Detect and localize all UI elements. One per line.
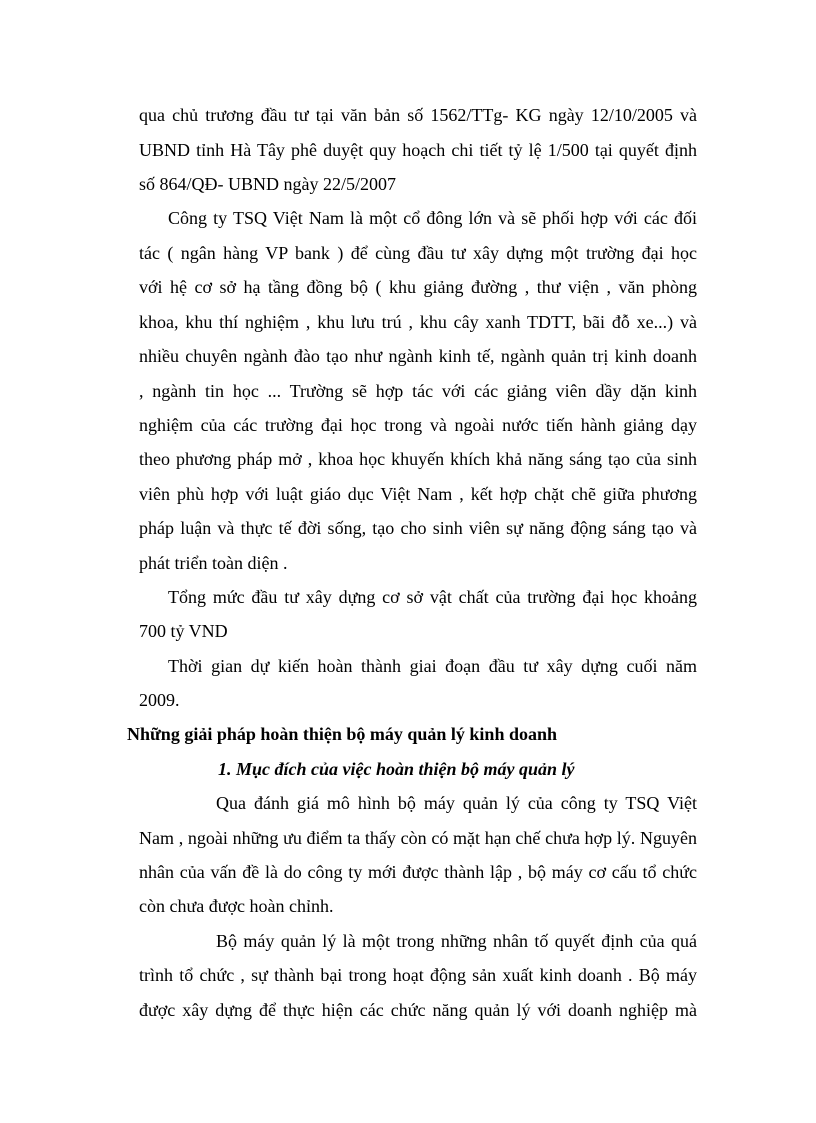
text-line: Tổng mức đầu tư xây dựng cơ sở vật chất của trường đại học khoảng [168, 587, 697, 607]
text-line: số 864/QĐ- UBND ngày 22/5/2007 [139, 174, 396, 194]
text-line: UBND tỉnh Hà Tây phê duyệt quy hoạch chi tiết tỷ lệ 1/500 tại quyết định [139, 140, 697, 160]
text-line: pháp luận và thực tế đời sống, tạo cho sinh viên sự năng động sáng tạo và [139, 518, 697, 538]
text-line: Thời gian dự kiến hoàn thành giai đoạn đầu tư xây dựng cuối năm [168, 656, 697, 676]
text-line: viên phù hợp với luật giáo dục Việt Nam , kết hợp chặt chẽ giữa phương [139, 484, 697, 504]
text-line: theo phương pháp mở , khoa học khuyến khích khả năng sáng tạo của sinh [139, 449, 697, 469]
text-line: Công ty TSQ Việt Nam là một cổ đông lớn và sẽ phối hợp với các đối [168, 208, 697, 228]
text-line: với hệ cơ sở hạ tầng đồng bộ ( khu giảng đường , thư viện , văn phòng [139, 277, 697, 297]
text-line: được xây dựng để thực hiện các chức năng quản lý với doanh nghiệp mà [139, 1000, 697, 1020]
text-line: nhân của vấn đề là do công ty mới được thành lập , bộ máy cơ cấu tổ chức [139, 862, 697, 882]
text-line: qua chủ trương đầu tư tại văn bản số 1562/TTg- KG ngày 12/10/2005 và [139, 105, 697, 125]
text-line: trình tổ chức , sự thành bại trong hoạt động sản xuất kinh doanh . Bộ máy [139, 965, 697, 985]
text-line: khoa, khu thí nghiệm , khu lưu trú , khu cây xanh TDTT, bãi đỗ xe...) và [139, 312, 697, 332]
section-heading: Những giải pháp hoàn thiện bộ máy quản lý kinh doanh [127, 724, 557, 744]
text-line: , ngành tin học ... Trường sẽ hợp tác với các giảng viên dầy dặn kinh [139, 381, 697, 401]
text-line: 700 tỷ VND [139, 621, 228, 641]
text-line: còn chưa được hoàn chỉnh. [139, 896, 334, 916]
text-line: nhiều chuyên ngành đào tạo như ngành kinh tế, ngành quản trị kinh doanh [139, 346, 697, 366]
text-line: tác ( ngân hàng VP bank ) để cùng đầu tư xây dựng một trường đại học [139, 243, 697, 263]
text-line: Qua đánh giá mô hình bộ máy quản lý của công ty TSQ Việt [216, 793, 697, 813]
text-line: phát triển toàn diện . [139, 553, 288, 573]
text-line: nghiệm của các trường đại học trong và ngoài nước tiến hành giảng dạy [139, 415, 697, 435]
text-line: 2009. [139, 690, 180, 710]
text-line: Bộ máy quản lý là một trong những nhân tố quyết định của quá [216, 931, 697, 951]
subsection-heading: 1. Mục đích của việc hoàn thiện bộ máy quản lý [218, 759, 575, 779]
text-line: Nam , ngoài những ưu điểm ta thấy còn có mặt hạn chế chưa hợp lý. Nguyên [139, 828, 697, 848]
